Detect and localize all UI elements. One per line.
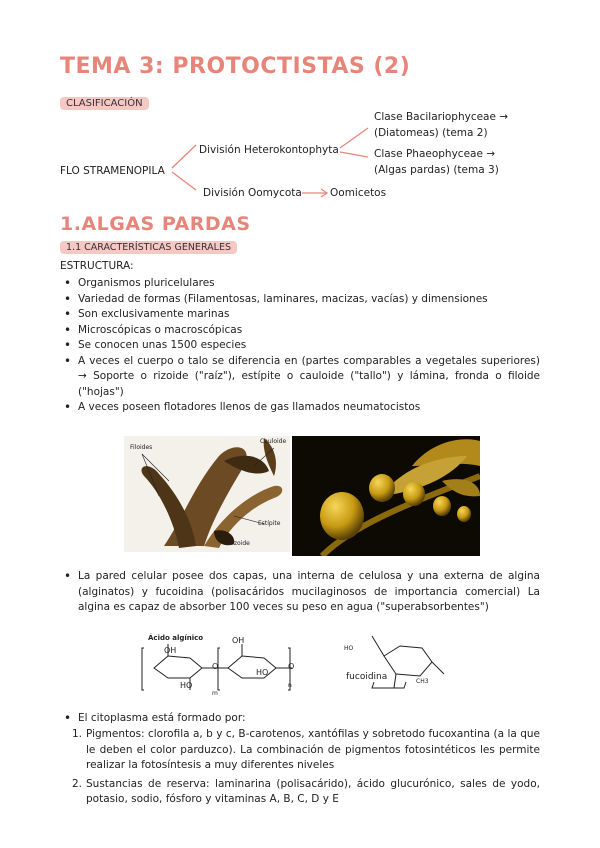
- item-number: 1.: [72, 728, 83, 740]
- item-number: 2.: [72, 777, 83, 790]
- class1-line1: Clase Bacilariophyceae →: [374, 111, 509, 123]
- label-cauloide: Cauloide: [260, 438, 287, 445]
- section-subheading: 1.1 CARACTERÍSTICAS GENERALES: [60, 241, 237, 254]
- list-item: • A veces el cuerpo o talo se diferencia en (partes comparables a vegetales superiores) → Soporte o rizoide ("raíz"), estípite o cauloide ("tallo") y lámina, fronda o filoide ("hojas"): [62, 354, 540, 401]
- branch-line-class2: [340, 152, 368, 157]
- label-rizoide: Rizoide: [228, 540, 250, 547]
- estructura-label: ESTRUCTURA:: [60, 260, 134, 272]
- list-item: • El citoplasma está formado por:: [62, 711, 540, 727]
- structure-list: [62, 276, 540, 416]
- label-estipite: Estípite: [258, 520, 281, 527]
- class2-line1: Clase Phaeophyceae →: [374, 148, 496, 160]
- numbered-item: [72, 777, 540, 808]
- chem-ho-3: HO: [344, 645, 354, 652]
- division1-label: División Heterokontophyta: [199, 144, 339, 156]
- kelp-anatomy-image: [124, 436, 290, 552]
- chem-ho-1: HO: [180, 681, 193, 690]
- list-item: • Organismos pluricelulares: [62, 276, 540, 292]
- division2-label: División Oomycota: [203, 187, 302, 199]
- list-item: • Son exclusivamente marinas: [62, 307, 540, 323]
- root-label: FLO STRAMENOPILA: [60, 165, 165, 177]
- chem-o-1: O: [212, 662, 219, 671]
- chem-sub-n: n: [288, 682, 292, 689]
- chem-sub-m: m: [212, 690, 218, 697]
- label-filoides: Filoides: [130, 444, 153, 451]
- numbered-item: [72, 727, 540, 774]
- chem-oh-2: OH: [164, 646, 177, 655]
- pneumatocysts-drawing: [292, 436, 480, 556]
- branch-line-lower: [172, 172, 196, 190]
- list-item: • La pared celular posee dos capas, una interna de celulosa y una externa de algina (alginatos) y fucoidina (polisacáridos mucilaginosos de importancia comercial) La algina es capaz de absorber 100 veces su peso en agua ("superabsorbentes"): [62, 569, 540, 616]
- classification-label: CLASIFICACIÓN: [60, 97, 149, 110]
- page-title: TEMA 3: PROTOCTISTAS (2): [60, 54, 411, 79]
- class1-line2: (Diatomeas) (tema 2): [374, 127, 488, 139]
- cell-wall-list: [62, 569, 540, 616]
- fucoidin-structure: [344, 622, 448, 694]
- oomicetos-label: Oomicetos: [330, 187, 387, 199]
- list-item: • Variedad de formas (Filamentosas, laminares, macizas, vacías) y dimensiones: [62, 292, 540, 308]
- fucoidina-label: fucoidina: [346, 672, 388, 682]
- section-heading: 1.ALGAS PARDAS: [60, 213, 251, 235]
- kelp-anatomy-drawing: [124, 436, 290, 552]
- alginic-acid-label: Ácido algínico: [148, 634, 204, 642]
- list-item: • A veces poseen flotadores llenos de gas llamados neumatocistos: [62, 400, 540, 416]
- chem-ch3: CH3: [416, 678, 429, 685]
- list-item: • Se conocen unas 1500 especies: [62, 338, 540, 354]
- cytoplasm-list: [62, 711, 540, 727]
- item-text: Sustancias de reserva: laminarina (polisacárido), ácido glucurónico, sales de yodo, potasio, sodio, fósforo y vitaminas A, B, C, D y E: [86, 777, 540, 805]
- branch-line-upper: [172, 145, 196, 168]
- pneumatocysts-photo: [292, 436, 480, 556]
- chem-o-2: O: [288, 662, 295, 671]
- chem-ho-2: HO: [256, 668, 269, 677]
- branch-line-class1: [340, 128, 368, 148]
- cytoplasm-numbered-list: [72, 727, 540, 808]
- item-text: Pigmentos: clorofila a, b y c, B-carotenos, xantófilas y sobretodo fucoxantina (a la que le deben el color parduzco). La combinación de pigmentos fotosintéticos les permite realizar la fotosíntesis a muy diferentes niveles: [86, 728, 540, 771]
- chem-oh-1: OH: [232, 636, 245, 645]
- class2-line2: (Algas pardas) (tema 3): [374, 164, 499, 176]
- list-item: • Microscópicas o macroscópicas: [62, 323, 540, 339]
